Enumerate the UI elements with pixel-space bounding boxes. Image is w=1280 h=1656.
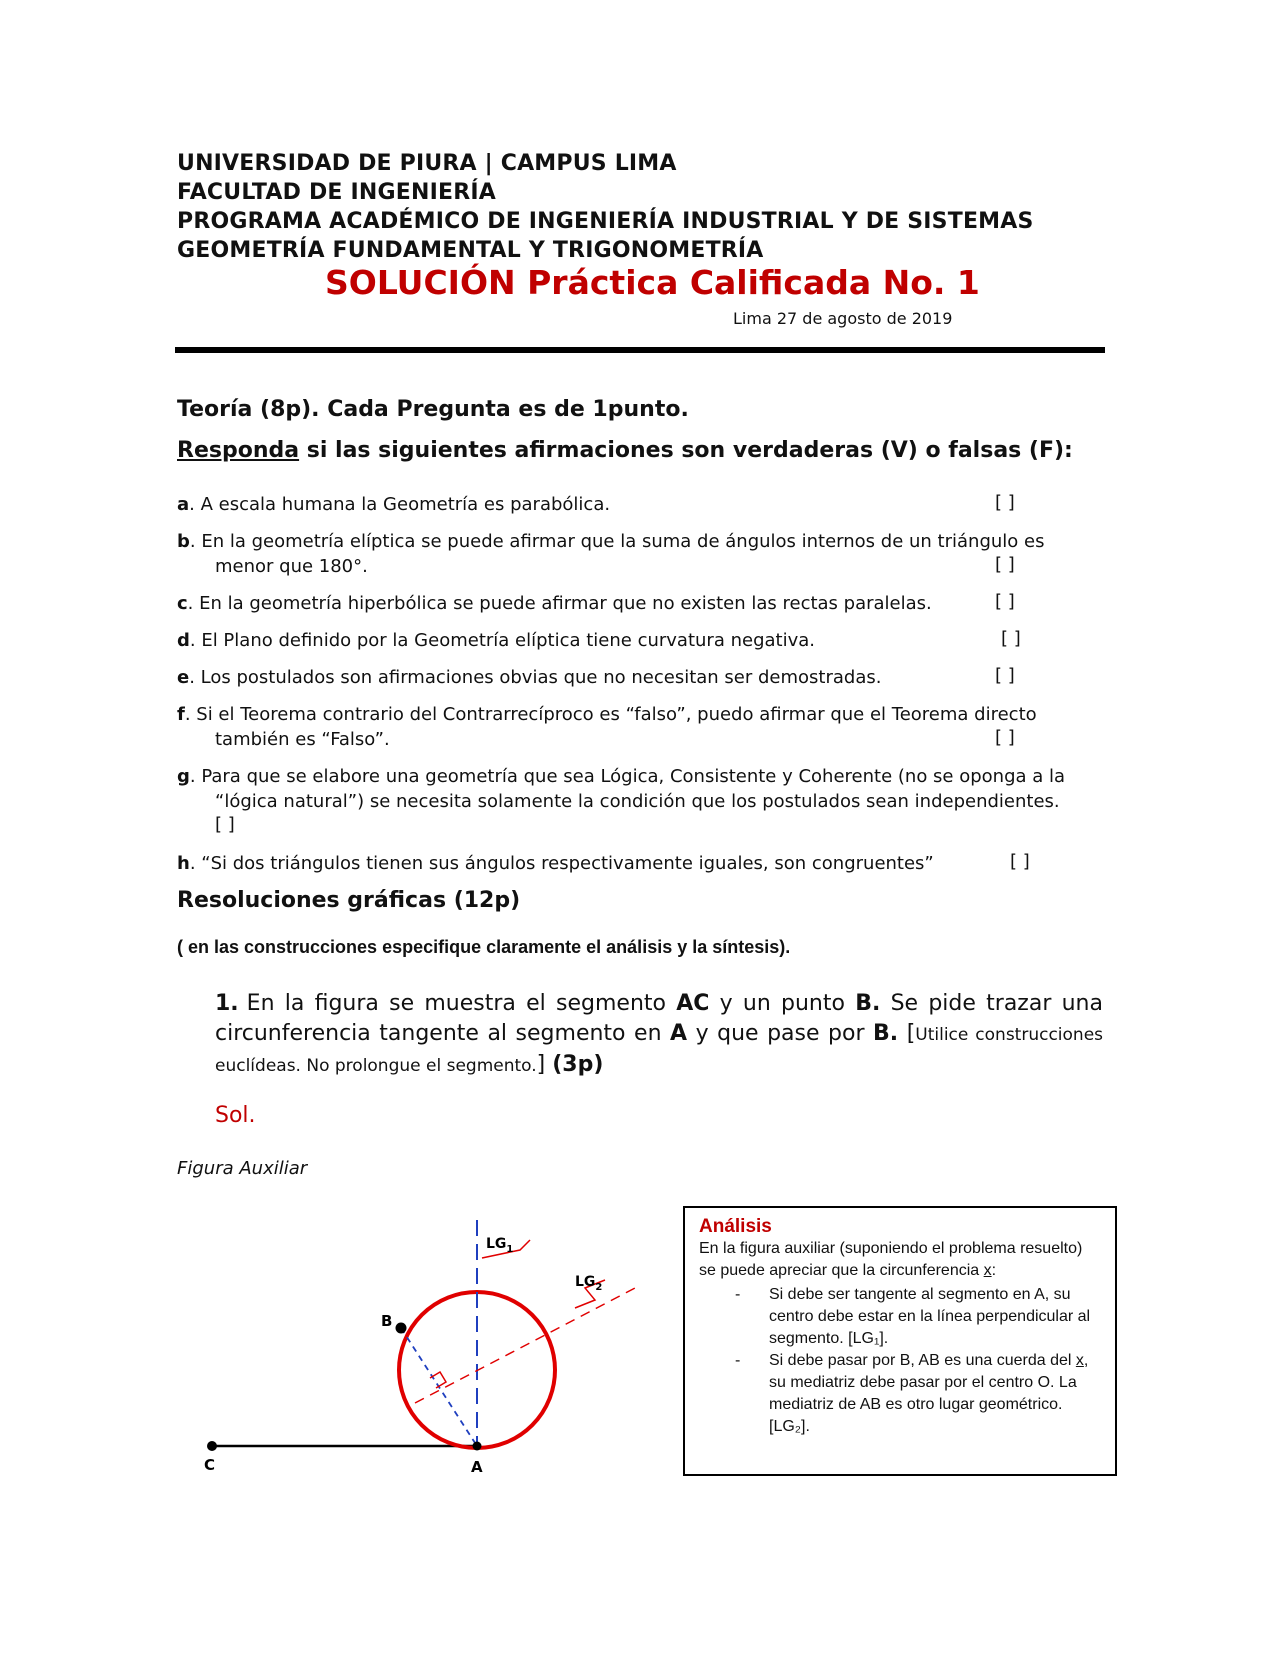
answer-bracket-a[interactable]: [ ]	[995, 492, 1015, 513]
question-text: . En la geometría elíptica se puede afirmar que la suma de ángulos internos de un triángulo es	[189, 531, 1045, 552]
exam-date: Lima 27 de agosto de 2019	[733, 309, 953, 328]
question-text: . El Plano definido por la Geometría elíptica tiene curvatura negativa.	[189, 630, 815, 651]
problem-bold: A	[670, 1021, 688, 1046]
analysis-intro: En la figura auxiliar (suponiendo el problema resuelto) se puede apreciar que la circunferencia x:	[699, 1240, 1083, 1279]
question-text-continued: menor que 180°.	[215, 556, 368, 577]
answer-bracket-e[interactable]: [ ]	[995, 665, 1015, 686]
problem-text: Se pide trazar una circunferencia tangente al segmento en	[215, 991, 1103, 1046]
point-b	[396, 1323, 407, 1334]
page-title: SOLUCIÓN Práctica Calificada No. 1	[325, 263, 980, 302]
problem-text: y que pase por	[687, 1021, 874, 1046]
problem-text: En la figura se muestra el segmento	[246, 991, 677, 1016]
theory-heading: Teoría (8p). Cada Pregunta es de 1punto.	[177, 397, 689, 422]
question-c	[177, 591, 1102, 616]
theory-instruction	[177, 438, 1073, 463]
answer-bracket-c[interactable]: [ ]	[995, 591, 1015, 612]
answer-bracket-h[interactable]: [ ]	[1010, 851, 1030, 872]
question-letter: h	[177, 853, 190, 874]
graphics-heading: Resoluciones gráficas (12p)	[177, 888, 521, 913]
point-c	[207, 1441, 217, 1451]
question-letter: a	[177, 494, 190, 515]
point-a	[473, 1442, 482, 1451]
solution-label: Sol.	[215, 1103, 256, 1128]
program-header: PROGRAMA ACADÉMICO DE INGENIERÍA INDUSTRIAL Y DE SISTEMAS	[177, 209, 1034, 234]
problem-number: 1.	[215, 991, 239, 1016]
problem-points: (3p)	[552, 1052, 604, 1077]
answer-bracket-f[interactable]: [ ]	[995, 727, 1015, 748]
problem-bold: B.	[873, 1021, 899, 1046]
question-text: . “Si dos triángulos tienen sus ángulos respectivamente iguales, son congruentes”	[189, 853, 934, 874]
question-text: . Los postulados son afirmaciones obvias que no necesitan ser demostradas.	[189, 667, 882, 688]
question-e	[177, 665, 1102, 690]
faculty-header: FACULTAD DE INGENIERÍA	[177, 180, 496, 205]
analysis-title: Análisis	[699, 1216, 772, 1237]
question-letter: d	[177, 630, 190, 651]
question-h	[177, 851, 1102, 876]
question-text-continued: también es “Falso”.	[215, 729, 390, 750]
problem-instructions: Utilice construcciones euclídeas. No prolongue el segmento.	[215, 1025, 1104, 1076]
auxiliary-figure-label: Figura Auxiliar	[177, 1158, 308, 1179]
analysis-box	[683, 1206, 1117, 1476]
lg2-line	[415, 1288, 635, 1403]
problem-bold: B.	[855, 991, 881, 1016]
problem-1	[215, 989, 1103, 1081]
question-text: . Para que se elabore una geometría que sea Lógica, Consistente y Coherente (no se oponga a la	[189, 766, 1066, 787]
question-text: . Si el Teorema contrario del Contrarrecíproco es “falso”, puedo afirmar que el Teorema directo	[184, 704, 1037, 725]
question-a	[177, 492, 1102, 517]
question-text: . En la geometría hiperbólica se puede afirmar que no existen las rectas paralelas.	[187, 593, 932, 614]
university-header: UNIVERSIDAD DE PIURA | CAMPUS LIMA	[177, 151, 677, 176]
label-lg2: $LG_2$	[575, 1274, 603, 1293]
analysis-bullet-1: - Si debe ser tangente al segmento en A, su centro debe estar en la línea perpendicular al segmento. [LG₁].	[769, 1284, 1101, 1350]
instruction-underlined: Responda	[177, 438, 300, 463]
question-f	[177, 702, 1102, 752]
question-letter: g	[177, 766, 190, 787]
answer-bracket-g[interactable]: [ ]	[215, 814, 235, 835]
question-letter: c	[177, 593, 188, 614]
analysis-list	[699, 1284, 1101, 1438]
graphics-note: ( en las construcciones especifique claramente el análisis y la síntesis).	[177, 937, 791, 957]
question-text-continued: “lógica natural”) se necesita solamente la condición que los postulados sean independientes.	[215, 791, 1060, 812]
question-letter: f	[177, 704, 185, 725]
label-a: A	[471, 1458, 483, 1476]
header-divider	[175, 347, 1105, 353]
question-d	[177, 628, 1102, 653]
question-letter: b	[177, 531, 190, 552]
label-c: C	[204, 1456, 216, 1474]
course-header: GEOMETRÍA FUNDAMENTAL Y TRIGONOMETRÍA	[177, 238, 764, 263]
question-g	[177, 764, 1102, 814]
question-b	[177, 529, 1102, 579]
question-text: . A escala humana la Geometría es parabólica.	[189, 494, 611, 515]
label-lg1: $LG_1$	[486, 1236, 514, 1255]
label-b: B	[381, 1312, 393, 1330]
problem-bold: AC	[676, 991, 710, 1016]
answer-bracket-b[interactable]: [ ]	[995, 554, 1015, 575]
problem-text: [	[898, 1021, 916, 1046]
analysis-bullet-2: - Si debe pasar por B, AB es una cuerda del x, su mediatriz debe pasar por el centro O. La mediatriz de AB es otro lugar geométrico. [LG₂].	[769, 1350, 1101, 1438]
instruction-rest: si las siguientes afirmaciones son verdaderas (V) o falsas (F):	[299, 438, 1073, 463]
question-letter: e	[177, 667, 190, 688]
answer-bracket-d[interactable]: [ ]	[1001, 628, 1021, 649]
problem-text: ]	[536, 1052, 553, 1077]
auxiliary-figure	[190, 1200, 660, 1490]
problem-text: y un punto	[709, 991, 856, 1016]
